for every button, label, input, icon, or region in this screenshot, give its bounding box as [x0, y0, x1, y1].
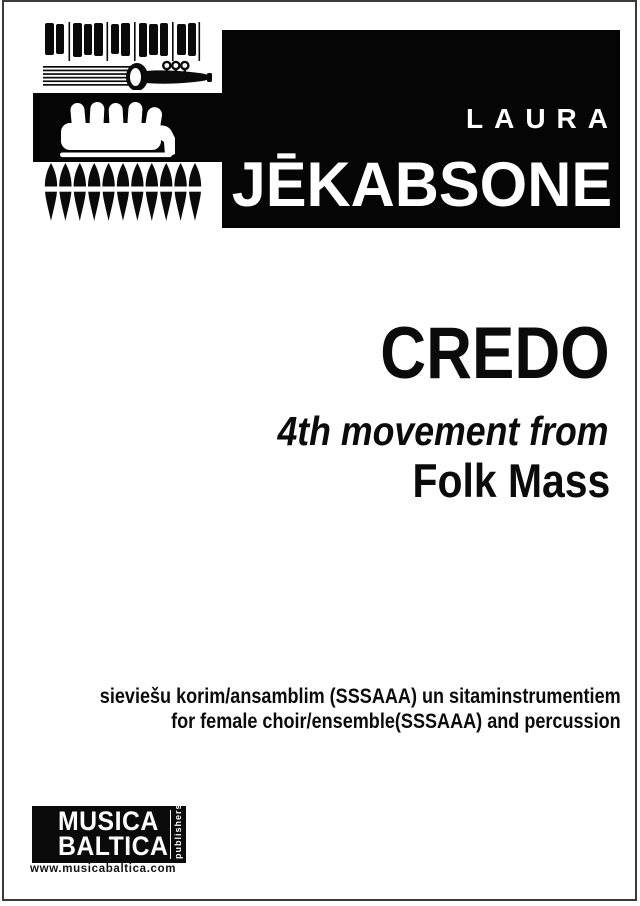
publisher-logo-divider	[170, 810, 172, 859]
composer-banner	[222, 30, 620, 228]
movement-subtitle: 4th movement from	[277, 408, 608, 454]
seed-pod-row-icon	[44, 163, 202, 221]
choir-singers-silhouette-icon	[58, 101, 180, 159]
publisher-name	[58, 806, 169, 861]
publisher-logo	[32, 803, 186, 863]
publisher-website: www.musicabaltica.com	[30, 863, 177, 875]
instrumentation-block	[100, 684, 621, 734]
publisher-name-musica: MUSICA	[58, 806, 159, 836]
composer-last-name: JĒKABSONE	[231, 150, 612, 220]
instrumentation-english: for female choir/ensemble(SSSAAA) and percussion	[171, 710, 621, 733]
composer-first-name: LAURA	[466, 103, 619, 134]
publisher-role-label: publishers	[172, 803, 183, 859]
publisher-name-baltica: BALTICA	[58, 831, 169, 861]
piano-keys-trumpet-icon	[40, 22, 215, 90]
instrumentation-latvian: sieviešu korim/ansamblim (SSSAAA) un sitaminstrumentiem	[100, 685, 621, 708]
main-title: CREDO	[380, 313, 610, 394]
work-title: Folk Mass	[412, 454, 610, 507]
